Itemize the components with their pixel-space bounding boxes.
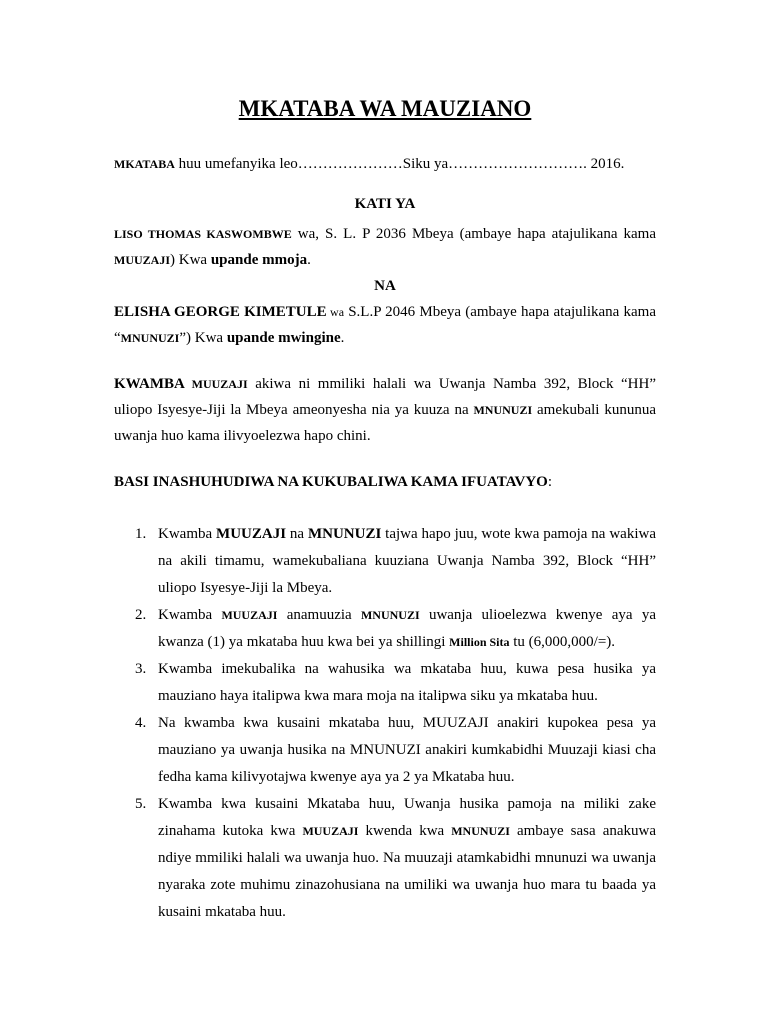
clause-text: ambaye sasa anakuwa ndiye mmiliki halali wa uwanja huo. Na muuzaji atamkabidhi mnunuzi wa uwanja nyaraka zote muhimu zinazohusiana na umiliki wa uwanja huo mara tu baada ya kusaini mkataba huu. <box>158 823 656 920</box>
seller-name: LISO THOMAS KASWOMBWE <box>114 227 292 241</box>
clause-item <box>135 791 656 926</box>
clause-text: na <box>286 526 308 542</box>
kwamba-role-2: MNUNUZI <box>473 403 533 417</box>
clause-role: MUUZAJI <box>302 824 359 838</box>
kwamba-paragraph <box>114 371 656 449</box>
clause-text: Kwamba <box>158 526 217 542</box>
clause-number: 1. <box>135 526 147 542</box>
clause-role: MUUZAJI <box>216 526 287 542</box>
clause-text: Kwamba kwa kusaini Mkataba huu, Uwanja husika pamoja na miliki zake zinahama kutoka kwa <box>158 796 656 839</box>
clause-text: tajwa hapo juu, wote kwa pamoja na wakiwa na akili timamu, wamekubaliana kuuziana Uwanja Namba 392, Block “HH” uliopo Isyesye-Jiji la Mbeya. <box>158 526 656 596</box>
clause-item <box>135 656 656 710</box>
clause-item <box>135 521 656 602</box>
buyer-name: ELISHA GEORGE KIMETULE <box>114 304 327 320</box>
clause-text: anamuuzia <box>277 607 361 623</box>
clause-text: Na kwamba kwa kusaini mkataba huu, MUUZAJI anakiri kupokea pesa ya mauziano ya uwanja husika na MNUNUZI anakiri kumkabidhi Muuzaji kiasi cha fedha kama kilivyotajwa kwenye aya ya 2 ya Mkataba huu. <box>158 715 656 785</box>
intro-paragraph <box>114 151 656 177</box>
kwamba-role-1: MUUZAJI <box>184 377 248 391</box>
intro-text: huu umefanyika leo…………………Siku ya………………………. 2016. <box>174 156 625 172</box>
buyer-end: . <box>340 330 345 346</box>
clause-text: kwenda kwa <box>358 823 452 839</box>
clause-number: 5. <box>135 796 147 812</box>
buyer-side: upande mwingine <box>226 330 341 346</box>
clauses-list <box>114 521 656 926</box>
clause-role: MUUZAJI <box>221 608 278 622</box>
party-seller-paragraph <box>114 221 656 273</box>
buyer-wa: wa <box>326 305 345 319</box>
clause-text: tu (6,000,000/=). <box>509 634 616 650</box>
clause-number: 4. <box>135 715 147 731</box>
na-heading: NA <box>374 278 396 294</box>
intro-lead: MKATABA <box>114 157 175 171</box>
seller-text-1: wa, S. L. P 2036 Mbeya (ambaye hapa atajulikana kama <box>291 226 656 242</box>
clause-role: MNUNUZI <box>307 526 382 542</box>
party-buyer-paragraph <box>114 299 656 351</box>
clause-role: MNUNUZI <box>360 608 420 622</box>
buyer-text-1: S.L.P 2046 Mbeya (ambaye hapa atajulikana kama “ <box>114 304 656 346</box>
seller-text-2: ) Kwa <box>170 252 211 268</box>
clause-item <box>135 710 656 791</box>
clause-role: MNUNUZI <box>451 824 510 838</box>
buyer-role: MNUNUZI <box>120 331 180 345</box>
clause-number: 2. <box>135 607 147 623</box>
kwamba-text-1: akiwa ni mmiliki halali wa Uwanja Namba 392, Block “HH” uliopo Isyesye-Jiji la Mbeya ameonyesha nia ya kuuza na <box>114 376 657 418</box>
document-title: MKATABA WA MAUZIANO <box>238 96 532 121</box>
kwamba-lead: KWAMBA <box>114 376 185 392</box>
basi-colon: : <box>547 474 552 490</box>
clause-item <box>135 602 656 656</box>
clause-text: Kwamba <box>158 607 222 623</box>
kwamba-text-2: amekubali kununua uwanja huo kama ilivyoelezwa hapo chini. <box>114 402 656 444</box>
basi-heading: BASI INASHUHUDIWA NA KUKUBALIWA KAMA IFUATAVYO <box>114 474 548 490</box>
buyer-text-2: ”) Kwa <box>179 330 227 346</box>
seller-side: upande mmoja <box>210 252 308 268</box>
seller-end: . <box>307 252 311 268</box>
clause-text: uwanja ulioelezwa kwenye aya ya kwanza (1) ya mkataba huu kwa bei ya shillingi <box>158 607 656 650</box>
basi-heading-paragraph <box>114 469 656 495</box>
seller-role: MUUZAJI <box>114 253 170 267</box>
kati-ya-heading: KATI YA <box>354 196 416 212</box>
clause-number: 3. <box>135 661 147 677</box>
clause-text: Kwamba imekubalika na wahusika wa mkataba huu, kuwa pesa husika ya mauziano haya italipwa kwa mara moja na italipwa siku ya mkataba huu. <box>158 661 656 704</box>
clause-price-words: Million Sita <box>449 635 510 649</box>
